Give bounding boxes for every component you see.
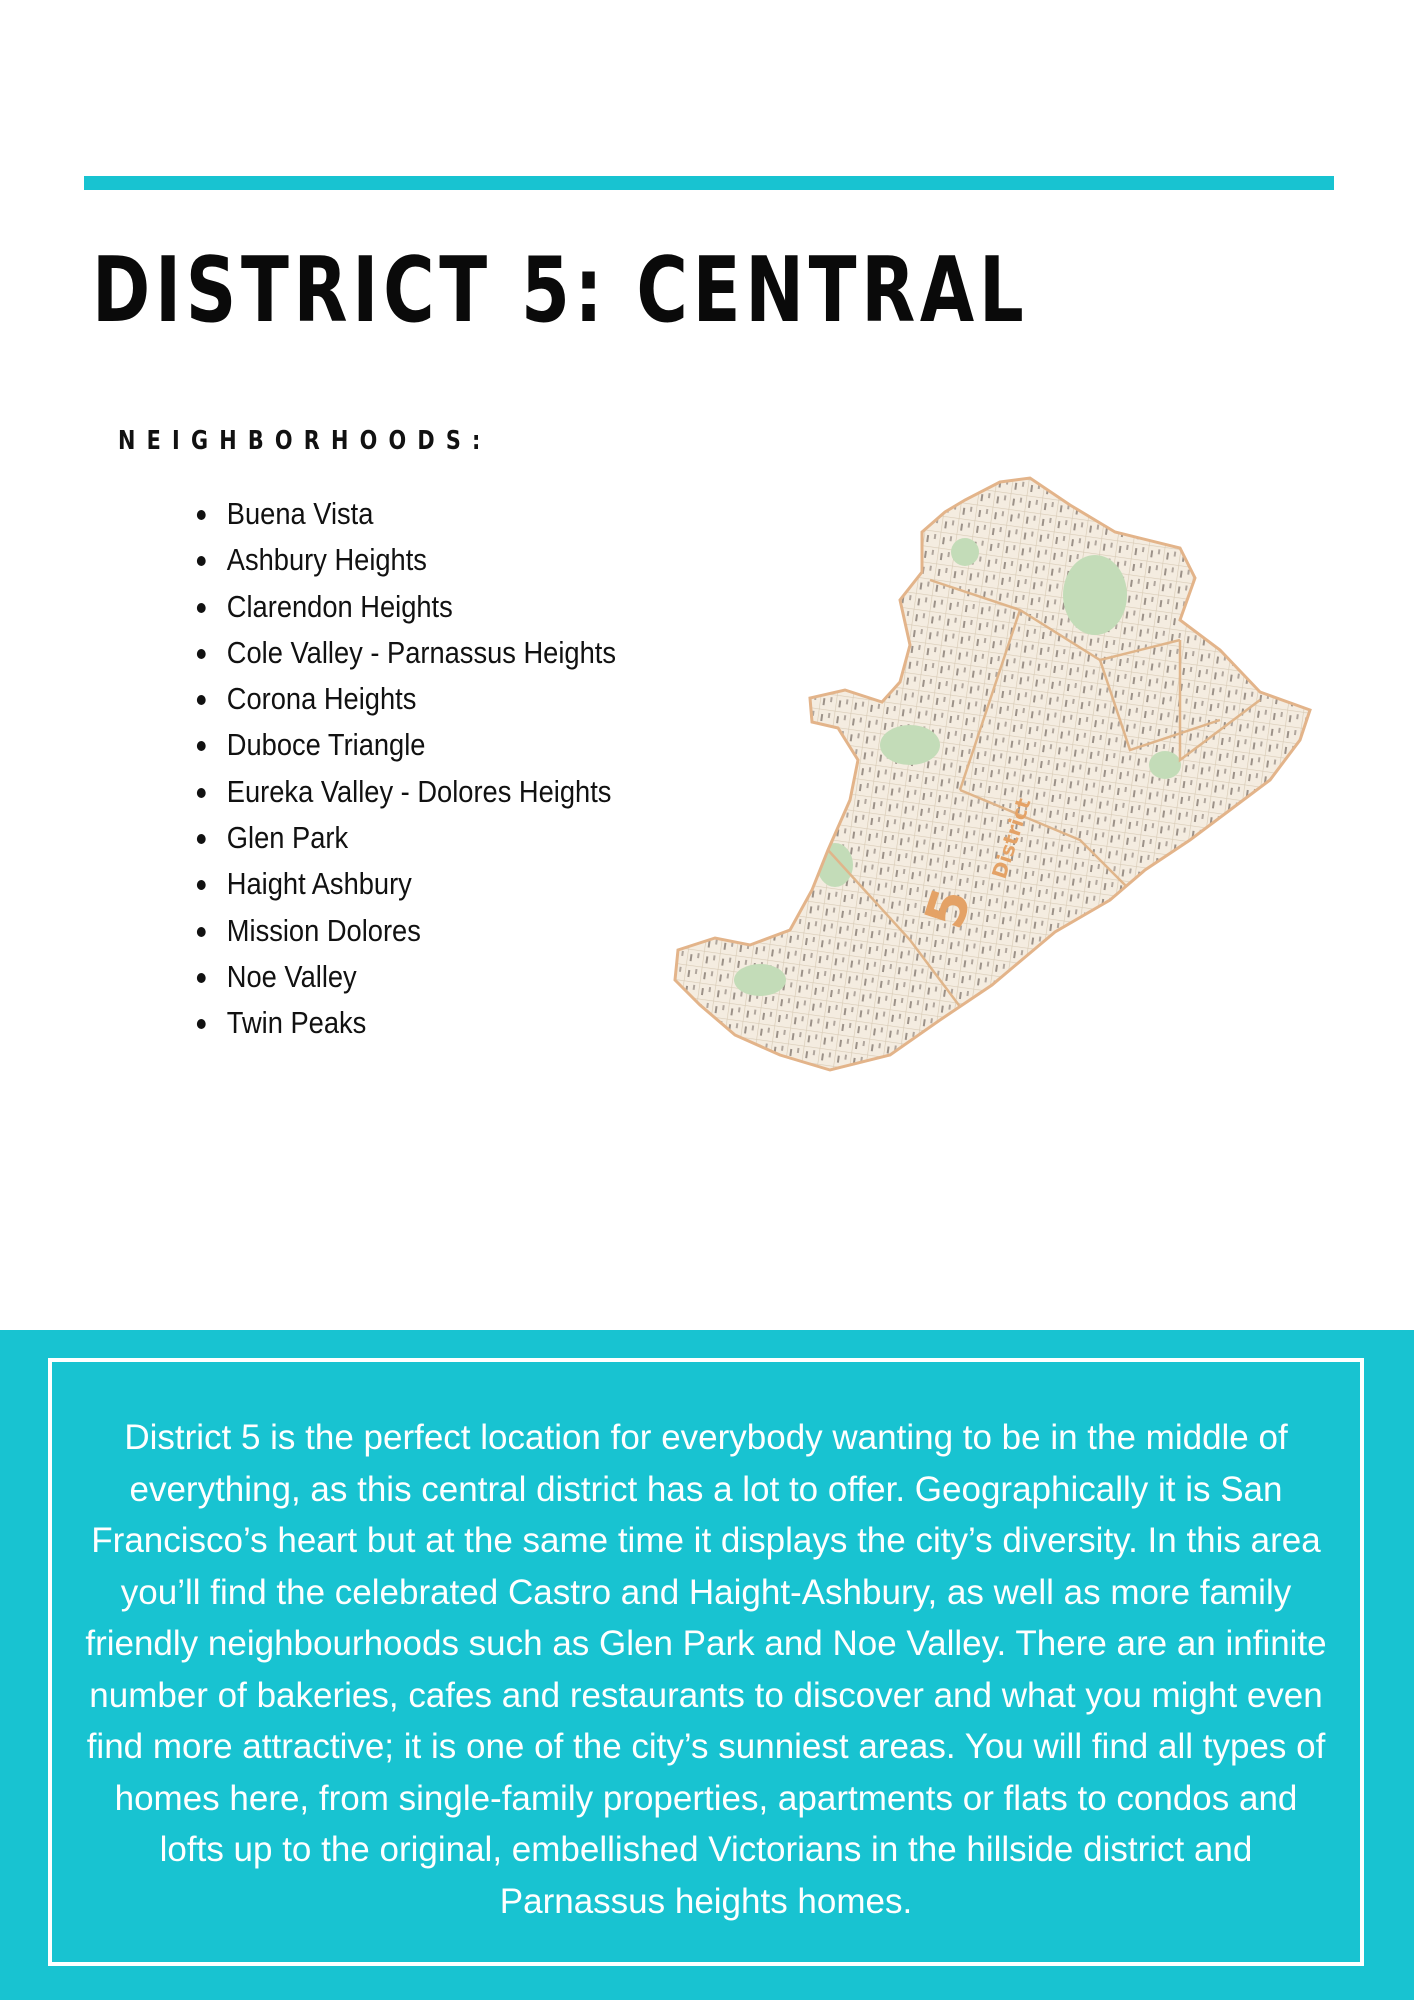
list-item: Haight Ashbury bbox=[196, 864, 616, 910]
description-band bbox=[0, 1330, 1414, 2000]
svg-text:District: District bbox=[986, 795, 1036, 882]
list-item: Noe Valley bbox=[196, 957, 616, 1003]
list-item: Ashbury Heights bbox=[196, 540, 616, 586]
list-item: Mission Dolores bbox=[196, 911, 616, 957]
list-item: Cole Valley - Parnassus Heights bbox=[196, 633, 616, 679]
list-item: Buena Vista bbox=[196, 494, 616, 540]
district-map-image bbox=[660, 460, 1320, 1140]
neighborhoods-label: NEIGHBORHOODS: bbox=[118, 426, 492, 456]
list-item: Twin Peaks bbox=[196, 1003, 616, 1049]
district-description: District 5 is the perfect location for everybody wanting to be in the middle of everything, as this central district has a lot to offer. Geographically it is San Francisco’s heart but at the same time it displays the city’s diversity. In this area you’ll find the celebrated Castro and Haight-Ashbury, as well as more family friendly neighbourhoods such as Glen Park and Noe Valley. There are an infinite number of bakeries, cafes and restaurants to discover and what you might even find more attractive; it is one of the city’s sunniest areas. You will find all types of homes here, from single-family properties, apartments or flats to condos and lofts up to the original, embellished Victorians in the hillside district and Parnassus heights homes. bbox=[85, 1418, 1327, 1921]
list-item: Clarendon Heights bbox=[196, 587, 616, 633]
top-accent-rule bbox=[84, 176, 1334, 190]
district-map-graphic bbox=[675, 478, 1310, 1070]
page-title: DISTRICT 5: CENTRAL bbox=[92, 238, 1029, 343]
list-item: Corona Heights bbox=[196, 679, 616, 725]
list-item: Glen Park bbox=[196, 818, 616, 864]
neighborhood-list bbox=[196, 494, 673, 1050]
list-item: Duboce Triangle bbox=[196, 725, 616, 771]
description-frame bbox=[48, 1358, 1364, 1966]
svg-text:5: 5 bbox=[912, 880, 984, 937]
list-item: Eureka Valley - Dolores Heights bbox=[196, 772, 616, 818]
